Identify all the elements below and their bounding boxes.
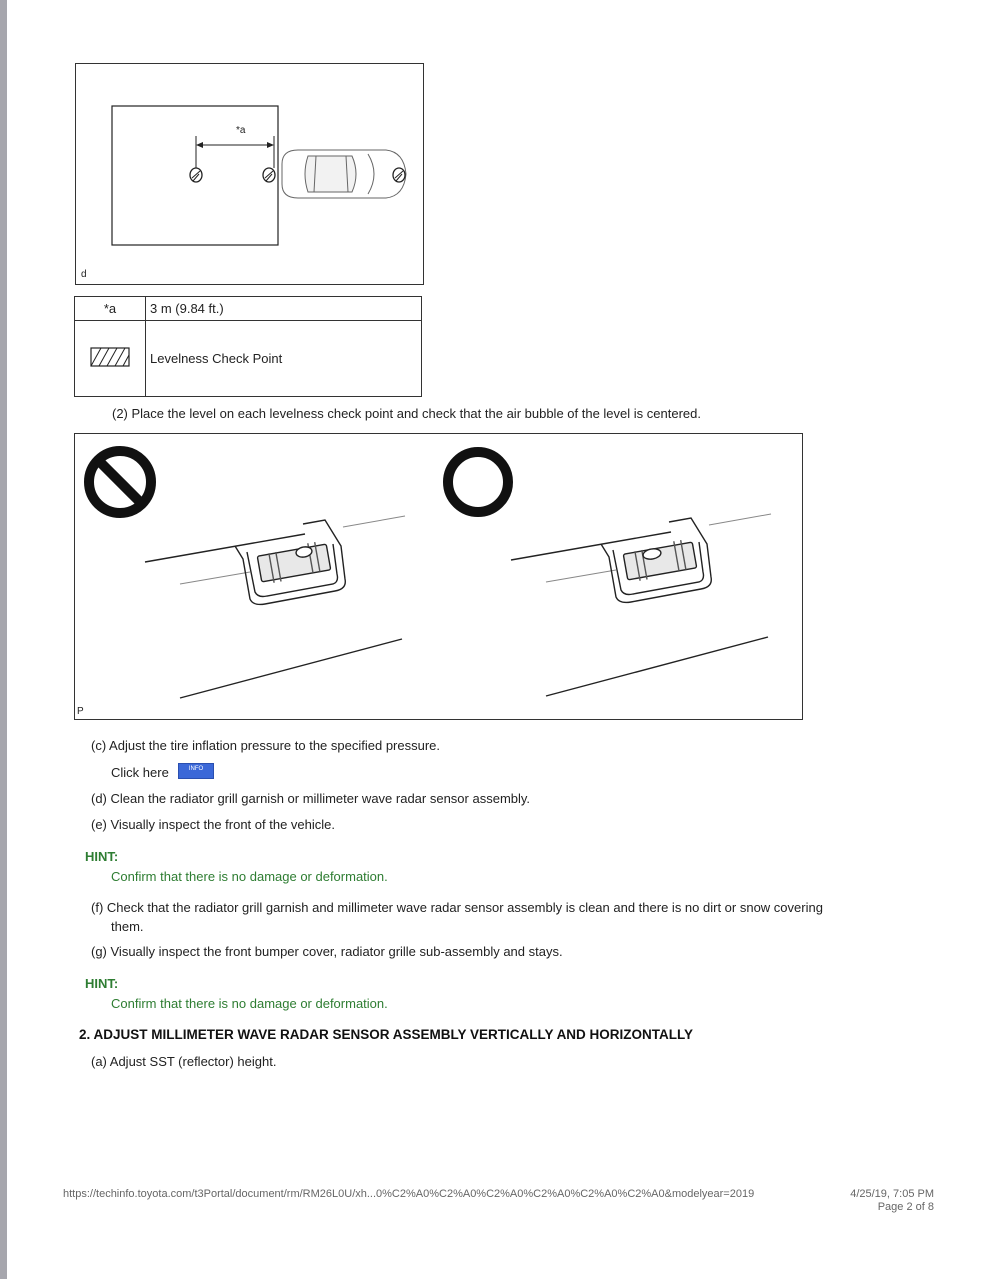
step-d-text: (d) Clean the radiator grill garnish or millimeter wave radar sensor assembly.	[91, 791, 531, 806]
legend-row	[75, 321, 422, 397]
levelness-diagram	[75, 63, 424, 285]
step-c-text: (c) Adjust the tire inflation pressure to the specified pressure.	[91, 738, 441, 753]
levelness-diagram-drawing	[76, 64, 425, 286]
level-bubble-drawing	[75, 434, 804, 721]
dimension-callout: *a	[236, 125, 246, 136]
window-edge	[0, 0, 7, 1279]
footer-page-number: Page 2 of 8	[877, 1201, 934, 1213]
prohibited-icon	[89, 451, 151, 513]
figure-code: d	[81, 269, 87, 280]
info-button[interactable]: INFO	[178, 763, 214, 779]
check-point-icon	[393, 168, 405, 182]
hint-text: Confirm that there is no damage or deformation.	[111, 869, 388, 884]
legend-value: 3 m (9.84 ft.)	[146, 297, 422, 321]
legend-value: Levelness Check Point	[146, 321, 422, 397]
hatched-box-icon	[90, 347, 130, 367]
footer-datetime: 4/25/19, 7:05 PM	[850, 1188, 934, 1200]
step-a-text: (a) Adjust SST (reflector) height.	[91, 1054, 277, 1069]
ok-circle-icon	[448, 452, 508, 512]
legend-table	[74, 296, 422, 397]
hint-label: HINT:	[85, 976, 119, 991]
legend-key: *a	[75, 297, 146, 321]
step-e-text: (e) Visually inspect the front of the vehicle.	[91, 817, 335, 832]
vehicle-icon	[282, 150, 406, 198]
step-f-text-continued: them.	[111, 919, 144, 934]
hint-label: HINT:	[85, 849, 119, 864]
step-f-text: (f) Check that the radiator grill garnish and millimeter wave radar sensor assembly is clean and there is no dirt or snow covering	[91, 900, 823, 915]
legend-key	[75, 321, 146, 397]
level-correct-illustration	[511, 514, 771, 696]
section-heading: 2. ADJUST MILLIMETER WAVE RADAR SENSOR ASSEMBLY VERTICALLY AND HORIZONTALLY	[79, 1027, 694, 1042]
check-point-icon	[263, 168, 275, 182]
hint-text: Confirm that there is no damage or deformation.	[111, 996, 388, 1011]
level-incorrect-illustration	[145, 516, 405, 698]
check-point-icon	[190, 168, 202, 182]
step-g-text: (g) Visually inspect the front bumper cover, radiator grille sub-assembly and stays.	[91, 944, 563, 959]
step-2-text: (2) Place the level on each levelness check point and check that the air bubble of the level is centered.	[112, 406, 701, 421]
figure-code: P	[77, 706, 84, 717]
footer-url[interactable]: https://techinfo.toyota.com/t3Portal/document/rm/RM26L0U/xh...0%C2%A0%C2%A0%C2%A0%C2%A0%C2%A0%C2%A0&modelyear=2019	[63, 1188, 755, 1200]
legend-row	[75, 297, 422, 321]
level-bubble-figure	[74, 433, 803, 720]
click-here-label: Click here	[111, 765, 169, 780]
